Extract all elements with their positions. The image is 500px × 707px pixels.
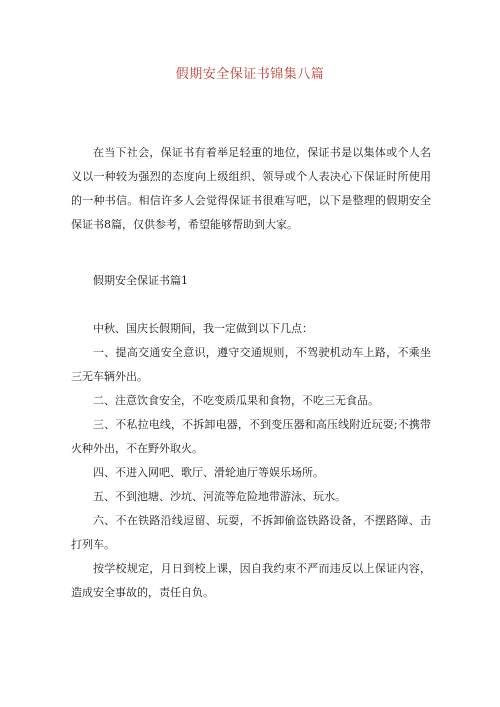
- document-title: 假期安全保证书锦集八篇: [175, 67, 325, 82]
- body-paragraph: 按学校规定，月日到校上课，因自我约束不严而违反以上保证内容，造成安全事故的，责任自负。: [71, 562, 431, 599]
- intro-paragraph: 在当下社会，保证书有着举足轻重的地位，保证书是以集体或个人名义以一种较为强烈的态度向上级组织、领导或个人表决心下保证时所使用的一种书信。相信许多人会觉得保证书很难写吧，以下是整理的假期安全保证书8篇，仅供参考，希望能够帮助到大家。: [71, 146, 431, 231]
- section-heading: 假期安全保证书篇1: [93, 274, 188, 287]
- body-paragraph: 四、不进入网吧、歌厅、滑轮迪厅等娱乐场所。: [93, 466, 324, 479]
- body-paragraph: 中秋、国庆长假期间，我一定做到以下几点：: [93, 322, 313, 335]
- body-paragraph: 二、注意饮食安全，不吃变质瓜果和食物，不吃三无食品。: [93, 394, 379, 407]
- body-paragraph: 五、不到池塘、沙坑、河流等危险地带游泳、玩水。: [93, 490, 346, 503]
- body-paragraph: 六、不在铁路沿线逗留、玩耍，不拆卸偷盗铁路设备，不摆路障、击打列车。: [71, 514, 431, 551]
- body-paragraph: 一、提高交通安全意识，遵守交通规则，不驾驶机动车上路，不乘坐三无车辆外出。: [71, 346, 431, 383]
- body-paragraph: 三、不私拉电线，不拆卸电器，不到变压器和高压线附近玩耍;不携带火种外出，不在野外取火。: [71, 418, 431, 455]
